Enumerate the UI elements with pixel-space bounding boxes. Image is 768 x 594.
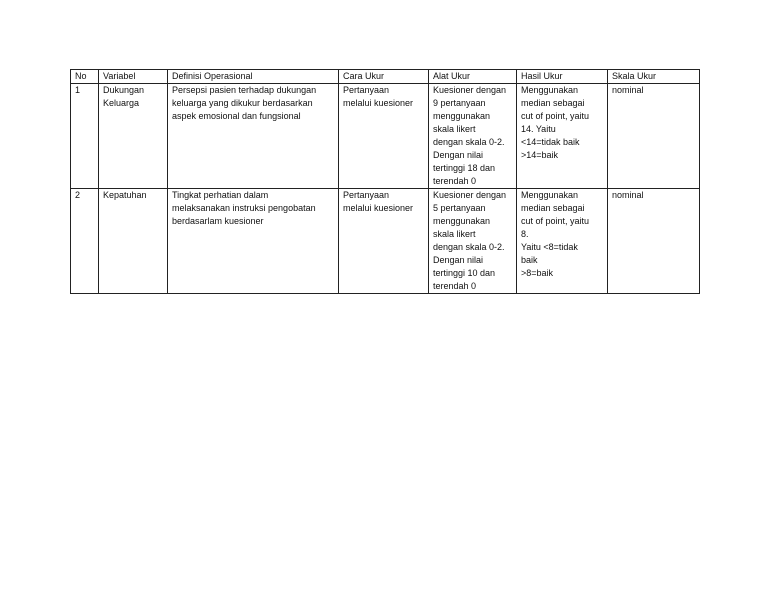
cell-definisi: Persepsi pasien terhadap dukungan keluarga yang dikukur berdasarkan aspek emosional dan fungsional xyxy=(168,84,339,189)
operational-definition-table xyxy=(70,69,700,294)
header-skala-ukur: Skala Ukur xyxy=(608,70,700,84)
cell-alat-ukur: Kuesioner dengan 9 pertanyaan menggunakan skala likert dengan skala 0-2. Dengan nilai tertinggi 18 dan terendah 0 xyxy=(429,84,517,189)
header-alat-ukur: Alat Ukur xyxy=(429,70,517,84)
cell-cara-ukur: Pertanyaan melalui kuesioner xyxy=(339,84,429,189)
header-hasil-ukur: Hasil Ukur xyxy=(517,70,608,84)
header-variabel: Variabel xyxy=(99,70,168,84)
header-cara-ukur: Cara Ukur xyxy=(339,70,429,84)
cell-hasil-ukur: Menggunakan median sebagai cut of point, yaitu 8. Yaitu <8=tidak baik >8=baik xyxy=(517,189,608,294)
cell-alat-ukur: Kuesioner dengan 5 pertanyaan menggunakan skala likert dengan skala 0-2. Dengan nilai tertinggi 10 dan terendah 0 xyxy=(429,189,517,294)
cell-variabel: Dukungan Keluarga xyxy=(99,84,168,189)
header-definisi: Definisi Operasional xyxy=(168,70,339,84)
cell-cara-ukur: Pertanyaan melalui kuesioner xyxy=(339,189,429,294)
cell-skala-ukur: nominal xyxy=(608,189,700,294)
cell-no: 1 xyxy=(71,84,99,189)
cell-definisi: Tingkat perhatian dalam melaksanakan instruksi pengobatan berdasarlam kuesioner xyxy=(168,189,339,294)
cell-hasil-ukur: Menggunakan median sebagai cut of point, yaitu 14. Yaitu <14=tidak baik >14=baik xyxy=(517,84,608,189)
cell-skala-ukur: nominal xyxy=(608,84,700,189)
header-no: No xyxy=(71,70,99,84)
table-header-row xyxy=(71,70,700,84)
table-row xyxy=(71,189,700,294)
cell-no: 2 xyxy=(71,189,99,294)
cell-variabel: Kepatuhan xyxy=(99,189,168,294)
table-row xyxy=(71,84,700,189)
